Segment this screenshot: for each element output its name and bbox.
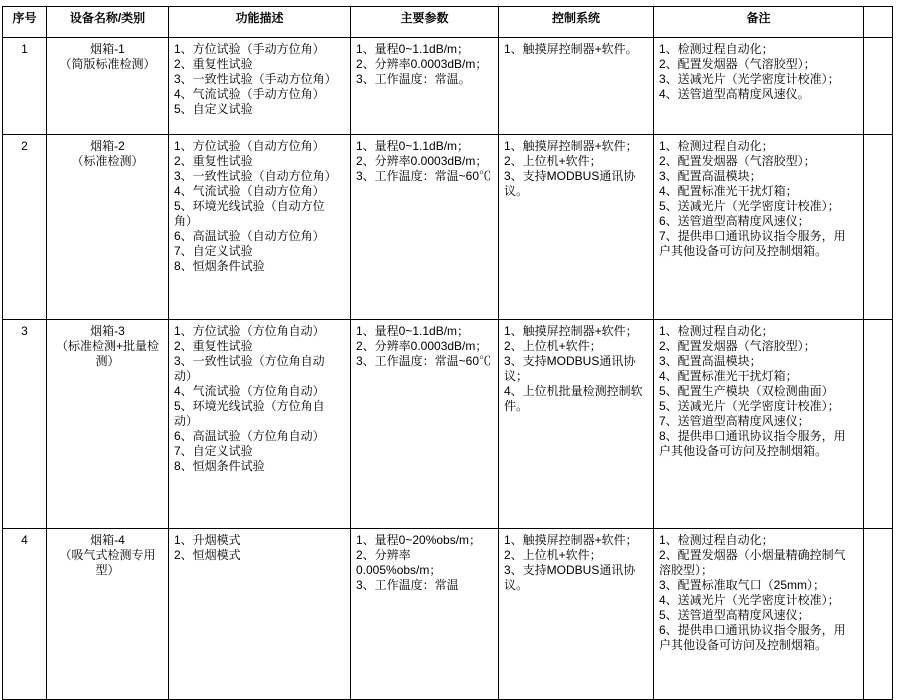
equipment-name-line: 烟箱-2 [90,139,125,153]
control-system [499,135,654,320]
function-item: 动） [174,414,199,428]
column-header-params: 主要参数 [351,7,499,38]
param-item: 3、工作温度：常温~60℃ [356,169,492,183]
equipment-name-line: 型） [95,563,120,577]
remarks [654,320,864,529]
control-item: 1、触摸屏控制器+软件； [504,139,638,153]
column-header-spare [864,7,893,38]
remarks [654,529,864,700]
main-parameters [351,38,499,135]
param-item: 2、分辨率0.005%obs/m； [356,548,442,577]
function-item: 1、方位试验（手动方位角） [174,42,325,56]
main-parameters [351,135,499,320]
row-index: 4 [3,529,47,700]
remark-item: 1、检测过程自动化； [659,533,774,547]
remark-item: 1、检测过程自动化； [659,324,774,338]
remark-item: 3、送减光片（光学密度计校准）； [659,72,840,86]
equipment-name [47,529,169,700]
remark-item: 3、配置标准取气口（25mm）； [659,578,826,592]
param-item: 3、工作温度：常温 [356,578,459,592]
table-body [3,38,893,700]
row-index: 3 [3,320,47,529]
spare-cell [864,135,893,320]
control-item: 3、支持MODBUS通讯协议。 [504,563,636,592]
remark-item: 5、送管道型高精度风速仪； [659,608,810,622]
remark-item: 2、配置发烟器（气溶胶型）； [659,57,816,71]
function-item: 8、恒烟条件试验 [174,459,265,473]
param-item: 1、量程0~1.1dB/m； [356,139,470,153]
param-item: 2、分辨率0.0003dB/m； [356,339,488,353]
function-item: 2、重复性试验 [174,339,253,353]
remark-item: 户其他设备可访问及控制烟箱。 [659,444,828,458]
equipment-name [47,38,169,135]
document-page [0,6,908,678]
equipment-name-line: （吸气式检测专用 [59,548,156,562]
function-item: 2、重复性试验 [174,57,253,71]
control-system [499,320,654,529]
remark-item: 1、检测过程自动化； [659,42,774,56]
remark-item: 6、送管道型高精度风速仪； [659,214,810,228]
remark-item: 5、配置生产模块（双检测曲面） [659,384,834,398]
table-row [3,320,893,529]
column-header-name: 设备名称/类别 [47,7,169,38]
control-system [499,38,654,135]
remark-item: 溶胶型）； [659,563,714,577]
remarks [654,135,864,320]
table-header [3,7,893,38]
main-parameters [351,320,499,529]
main-parameters [351,529,499,700]
function-item: 2、重复性试验 [174,154,253,168]
control-item: 2、上位机+软件； [504,339,602,353]
param-item: 1、量程0~1.1dB/m； [356,324,470,338]
function-item: 5、环境光线试验（自动方位 [174,199,325,213]
function-item: 1、方位试验（自动方位角） [174,139,325,153]
remark-item: 7、提供串口通讯协议指令服务，用 [659,229,846,243]
equipment-name-line: （简版标准检测） [59,57,156,71]
control-item: 3、支持MODBUS通讯协议； [504,354,636,383]
control-item: 3、支持MODBUS通讯协议。 [504,169,636,198]
function-description [169,135,351,320]
column-header-control: 控制系统 [499,7,654,38]
control-item: 2、上位机+软件； [504,154,602,168]
remark-item: 2、配置发烟器（气溶胶型）； [659,154,816,168]
function-item: 动） [174,369,199,383]
function-item: 3、一致性试验（方位角自动 [174,354,325,368]
param-item: 2、分辨率0.0003dB/m； [356,154,488,168]
function-item: 6、高温试验（自动方位角） [174,229,325,243]
spare-cell [864,38,893,135]
function-item: 角） [174,214,199,228]
remark-item: 2、配置发烟器（小烟量精确控制气 [659,548,846,562]
function-item: 5、环境光线试验（方位角自 [174,399,325,413]
param-item: 3、工作温度：常温~60℃ [356,354,492,368]
equipment-name [47,320,169,529]
control-item: 1、触摸屏控制器+软件。 [504,42,638,56]
remark-item: 4、送减光片（光学密度计校准）； [659,593,840,607]
function-item: 4、气流试验（手动方位角） [174,87,325,101]
spare-cell [864,529,893,700]
remark-item: 4、配置标准光干扰灯箱； [659,184,798,198]
control-item: 2、上位机+软件； [504,548,602,562]
remark-item: 8、提供串口通讯协议指令服务，用 [659,429,846,443]
equipment-name-line: 烟箱-3 [90,324,125,338]
control-item: 4、上位机批量检测控制软 [504,384,643,398]
equipment-spec-table [2,6,893,700]
remarks [654,38,864,135]
remark-item: 7、送管道型高精度风速仪； [659,414,810,428]
table-row [3,38,893,135]
remark-item: 4、配置标准光干扰灯箱； [659,369,798,383]
equipment-name-line: 烟箱-4 [90,533,125,547]
function-description [169,529,351,700]
equipment-name-line: 测） [95,354,120,368]
remark-item: 1、检测过程自动化； [659,139,774,153]
param-item: 3、工作温度：常温。 [356,72,471,86]
table-row [3,135,893,320]
header-row [3,7,893,38]
equipment-name-line: （标准检测） [71,154,144,168]
function-item: 8、恒烟条件试验 [174,259,265,273]
control-item: 1、触摸屏控制器+软件； [504,533,638,547]
column-header-function: 功能描述 [169,7,351,38]
equipment-name-line: （标准检测+批量检 [55,339,159,353]
function-item: 6、高温试验（方位角自动） [174,429,325,443]
column-header-index: 序号 [3,7,47,38]
function-item: 4、气流试验（自动方位角） [174,184,325,198]
function-item: 7、自定义试验 [174,444,253,458]
remark-item: 户其他设备可访问及控制烟箱。 [659,244,828,258]
param-item: 2、分辨率0.0003dB/m； [356,57,488,71]
row-index: 1 [3,38,47,135]
remark-item: 4、送管道型高精度风速仪。 [659,87,810,101]
function-item: 1、方位试验（方位角自动） [174,324,325,338]
remark-item: 5、送减光片（光学密度计校准）； [659,399,840,413]
remark-item: 户其他设备可访问及控制烟箱。 [659,638,828,652]
function-item: 2、恒烟模式 [174,548,241,562]
equipment-name-line: 烟箱-1 [90,42,125,56]
remark-item: 2、配置发烟器（气溶胶型）； [659,339,816,353]
column-header-notes: 备注 [654,7,864,38]
function-description [169,320,351,529]
row-index: 2 [3,135,47,320]
function-item: 4、气流试验（方位角自动） [174,384,325,398]
function-item: 7、自定义试验 [174,244,253,258]
control-system [499,529,654,700]
spare-cell [864,320,893,529]
table-row [3,529,893,700]
remark-item: 5、送减光片（光学密度计校准）； [659,199,840,213]
control-item: 1、触摸屏控制器+软件； [504,324,638,338]
function-description [169,38,351,135]
control-item: 件。 [504,399,529,413]
function-item: 3、一致性试验（手动方位角） [174,72,337,86]
equipment-name [47,135,169,320]
param-item: 1、量程0~20%obs/m； [356,533,482,547]
param-item: 1、量程0~1.1dB/m； [356,42,470,56]
remark-item: 3、配置高温模块； [659,354,762,368]
function-item: 5、自定义试验 [174,102,253,116]
remark-item: 6、提供串口通讯协议指令服务，用 [659,623,846,637]
function-item: 3、一致性试验（自动方位角） [174,169,337,183]
remark-item: 3、配置高温模块； [659,169,762,183]
function-item: 1、升烟模式 [174,533,241,547]
